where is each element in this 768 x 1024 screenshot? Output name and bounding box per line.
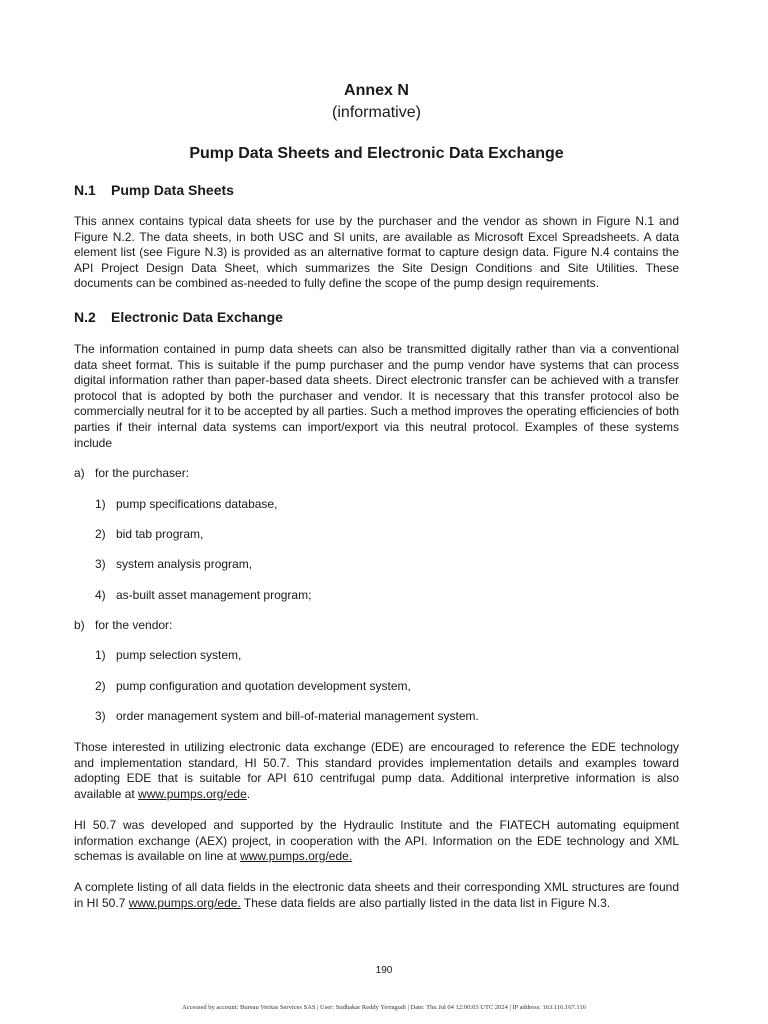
list-label: 3) <box>95 709 106 723</box>
n1-paragraph: This annex contains typical data sheets for use by the purchaser and the vendor as shown in Figure N.1 and Figure N.2. The data sheets, in both USC and SI units, are available as Microsoft Excel Spreadsheets. A data element list (see Figure N.3) is provided as an alternative format to capture design data. Figure N.4 contains the API Project Design Data Sheet, which summarizes the Site Design Conditions and Site Utilities. These documents can be combined as-needed to fully define the scope of the pump design requirements. <box>74 214 679 291</box>
list-item <box>95 679 411 694</box>
list-text: system analysis program, <box>116 557 253 571</box>
list-item <box>95 588 311 603</box>
list-text: pump configuration and quotation development system, <box>116 679 411 693</box>
n2-paragraph: The information contained in pump data sheets can also be transmitted digitally rather than via a conventional data sheet format. This is suitable if the pump purchaser and the pump vendor have systems that can process digital information rather than paper-based data sheets. Direct electronic transfer can be achieved with a transfer protocol that is adopted by both the purchaser and vendor. It is necessary that this transfer protocol also be commercially neutral for it to be accepted by all parties. Such a method improves the operating efficiencies of both parties if their internal data systems can import/export via this neutral protocol. Examples of these systems include <box>74 342 679 450</box>
section-heading-n1 <box>74 182 234 198</box>
list-text: pump specifications database, <box>116 497 278 511</box>
list-text: order management system and bill-of-material management system. <box>116 709 479 723</box>
section-title: Pump Data Sheets <box>111 182 234 198</box>
pumps-ede-link[interactable]: www.pumps.org/ede <box>138 786 247 801</box>
list-label: 3) <box>95 557 106 571</box>
access-footer: Accessed by account: Bureau Veritas Services SAS | User: Sudhakar Reddy Yerragudi | Date: Thu Jul 04 12:00:03 UTC 2024 | IP address: 163.116.167.116 <box>182 1004 586 1011</box>
section-heading-n2 <box>74 309 283 325</box>
list-item <box>95 497 277 512</box>
section-number: N.2 <box>74 309 96 325</box>
list-text: for the purchaser: <box>95 466 190 480</box>
paragraph-text: HI 50.7 was developed and supported by the Hydraulic Institute and the FIATECH automating equipment information exchange (AEX) project, in cooperation with the API. Information on the EDE technology and XML schemas is available on line at <box>74 818 679 864</box>
list-text: as-built asset management program; <box>116 588 312 602</box>
list-item <box>95 709 479 724</box>
paragraph-text: A complete listing of all data fields in the electronic data sheets and their corresponding XML structures are found in HI 50.7 <box>74 880 679 910</box>
list-item <box>95 527 203 542</box>
annex-title: Annex N <box>344 82 409 99</box>
list-label: 1) <box>95 648 106 662</box>
list-label: 4) <box>95 588 106 602</box>
ede-paragraph <box>74 740 679 802</box>
list-item <box>95 557 252 572</box>
list-item <box>95 648 241 663</box>
paragraph-end: . <box>246 786 251 801</box>
list-text: for the vendor: <box>95 618 173 632</box>
list-label: b) <box>74 618 85 632</box>
list-label: 1) <box>95 497 106 511</box>
paragraph-end: These data fields are also partially listed in the data list in Figure N.3. <box>240 895 611 910</box>
list-label: a) <box>74 466 85 480</box>
annex-subtitle: (informative) <box>332 104 421 121</box>
list-item-b <box>74 618 172 633</box>
list-item-a <box>74 466 189 481</box>
list-label: 2) <box>95 527 106 541</box>
section-title: Electronic Data Exchange <box>111 309 283 325</box>
annex-heading: Pump Data Sheets and Electronic Data Exchange <box>189 145 564 162</box>
listing-paragraph <box>74 880 679 911</box>
section-number: N.1 <box>74 182 96 198</box>
list-text: bid tab program, <box>116 527 204 541</box>
hi-paragraph <box>74 818 679 865</box>
list-label: 2) <box>95 679 106 693</box>
paragraph-text: Those interested in utilizing electronic data exchange (EDE) are encouraged to reference the EDE technology and implementation standard, HI 50.7. This standard provides implementation details and examples toward adopting EDE that is suitable for API 610 centrifugal pump data. Additional interpretive information is also available at <box>74 740 679 801</box>
page-number: 190 <box>375 965 393 976</box>
pumps-ede-link[interactable]: www.pumps.org/ede. <box>240 849 353 864</box>
list-text: pump selection system, <box>116 648 242 662</box>
pumps-ede-link[interactable]: www.pumps.org/ede. <box>128 895 241 910</box>
